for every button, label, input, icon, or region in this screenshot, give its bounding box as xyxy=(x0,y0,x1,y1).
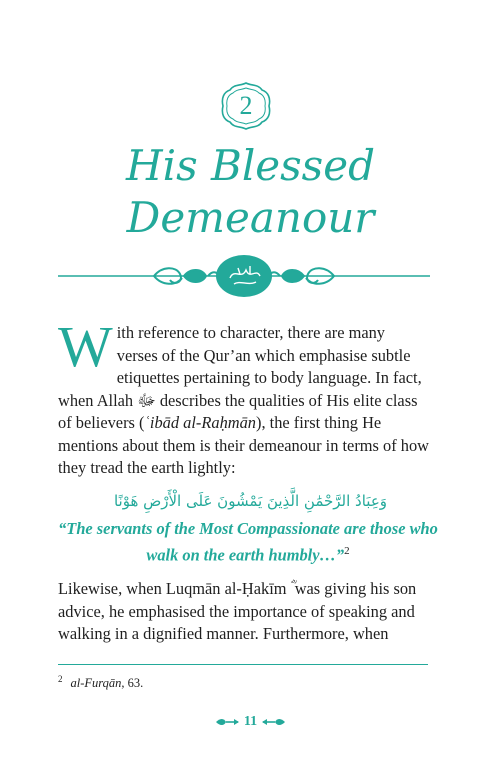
term-ibad-al-rahman: ʿibād al-Raḥmān xyxy=(144,413,257,432)
footnote-source: al-Furqān xyxy=(70,676,122,691)
paragraph-1 xyxy=(58,314,430,480)
paragraph-1-text: ith reference to character, there are many verses of the Qur’an which emphasise subtle etiquettes pertaining to body language. In fact, when Allah ﷻ describes the qualities of His elite class of believers ( xyxy=(58,323,422,432)
chapter-title-line1: His Blessed xyxy=(126,141,375,190)
footnote-number: 2 xyxy=(58,674,63,684)
chapter-number xyxy=(216,80,276,132)
calligraphy-divider xyxy=(58,254,430,298)
chapter-title xyxy=(0,140,501,244)
footnote-ref-text: , 63. xyxy=(121,676,144,691)
decorative-arrow-right-icon xyxy=(261,717,287,727)
page-number xyxy=(0,714,501,730)
decorative-arrow-left-icon xyxy=(214,717,240,727)
verse-translation-text: “The servants of the Most Compassionate are those who walk on the earth humbly…” xyxy=(58,519,438,565)
drop-cap: W xyxy=(58,314,113,379)
calligraphy-medallion-icon xyxy=(216,255,272,297)
page-number-text: 11 xyxy=(243,714,258,729)
footnote-ref: 2 xyxy=(344,545,350,557)
paragraph-1-text-after: ), the first thing He mentions about them is their demeanour in terms of how they tread the earth lightly: xyxy=(58,413,429,477)
paragraph-2: Likewise, when Luqmān al-Ḥakīm ؓ was giving his son advice, he emphasised the importance of speaking and walking in a dignified manner. Furthermore, when xyxy=(58,579,417,643)
arabic-verse: وَعِبَادُ الرَّحْمَٰنِ الَّذِينَ يَمْشُونَ عَلَى الْأَرْضِ هَوْنًا xyxy=(113,492,388,510)
footnote xyxy=(58,674,143,691)
verse-translation xyxy=(58,518,438,566)
chapter-number-text: 2 xyxy=(239,91,253,120)
chapter-title-line2: Demeanour xyxy=(126,193,375,242)
footnote-divider xyxy=(58,664,428,665)
